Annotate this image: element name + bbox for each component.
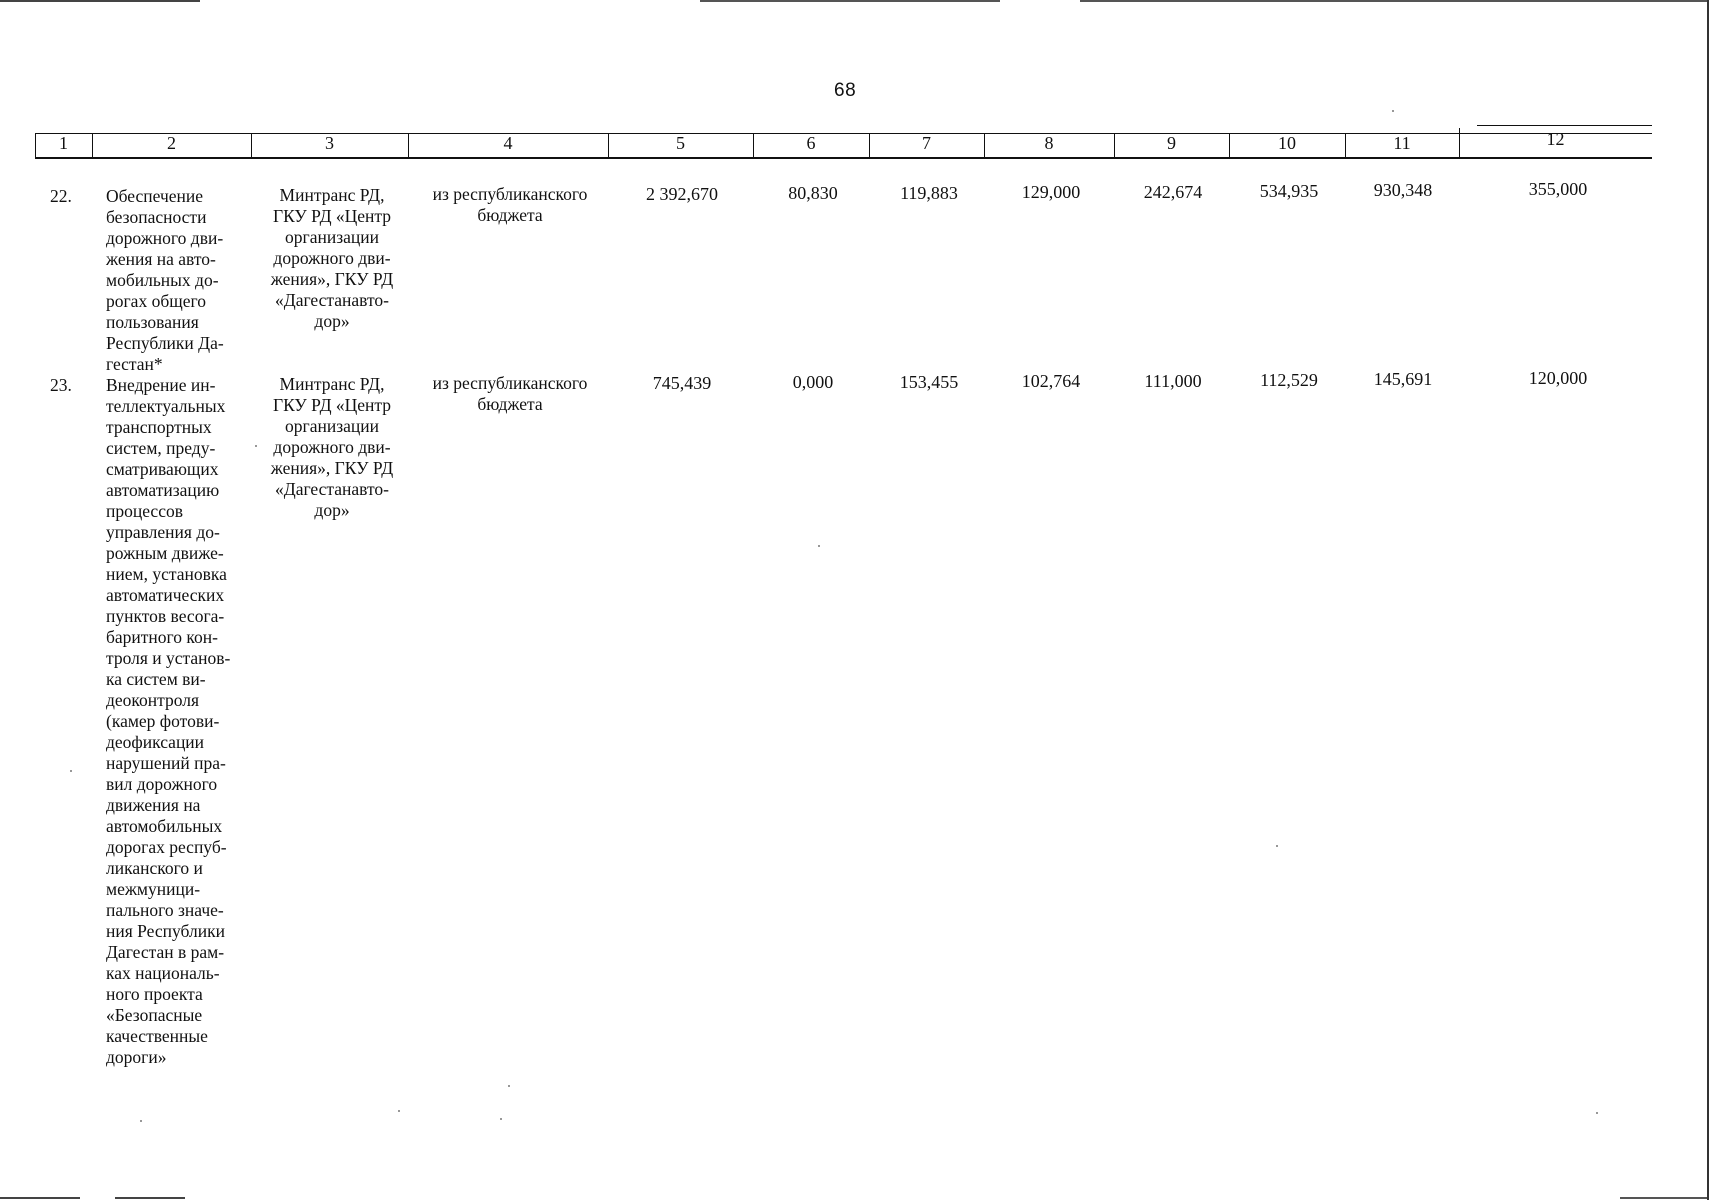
header-cell: 5 [676,133,685,153]
executor: Минтранс РД, ГКУ РД «Центр организации дорожного дви- жения», ГКУ РД «Дагестанавто- дор» [270,185,394,331]
scan-edge-top [0,0,1709,2]
header-cell: 4 [503,133,513,153]
header-cell: 7 [922,133,931,153]
header-cell: 11 [1393,133,1411,153]
value-col-7: 119,883 [900,183,958,203]
scan-speck [70,770,72,772]
header-cell: 3 [325,133,334,153]
page-number: 68 [834,80,857,101]
executor: Минтранс РД, ГКУ РД «Центр организации дорожного дви- жения», ГКУ РД «Дагестанавто- дор» [270,374,394,520]
row-number: 23. [50,375,72,395]
value-col-8: 102,764 [1021,371,1081,391]
value-col-10: 112,529 [1260,370,1318,390]
scan-speck [140,1120,142,1122]
value-col-12: 120,000 [1528,368,1588,388]
header-cell: 10 [1278,133,1296,153]
measure-name: Обеспечение безопасности дорожного дви- жения на авто- мобильных до- рогах общего пользования Республики Да- гестан* [106,186,224,374]
funding-source: из республиканского бюджета [432,184,588,225]
scan-speck [508,1085,510,1087]
scan-speck [1596,1112,1598,1114]
scan-speck [255,445,257,447]
scan-speck [500,1118,502,1120]
measure-name: Внедрение ин- теллектуальных транспортных систем, преду- сматривающих автоматизацию процессов управления до- рожным движе- нием, установка автоматических пунктов весога- баритного кон- троля и установ- ка систем ви- деоконтроля (камер фотови- деофиксации нарушений пра- вил дорожного движения на автомобильных дорогах респуб- ликанского и межмуници- пального значе- ния Республики Дагестан в рам- ках националь- ного проекта «Безопасные качественные дороги» [106,375,231,1067]
scan-edge-bottom [0,1197,1709,1199]
value-col-11: 145,691 [1373,369,1433,389]
value-col-8: 129,000 [1021,182,1081,202]
value-col-10: 534,935 [1259,181,1319,201]
value-col-9: 242,674 [1143,182,1203,202]
value-col-7: 153,455 [899,372,959,392]
scan-speck [818,545,820,547]
value-col-5: 2 392,670 [646,184,718,204]
value-col-9: 111,000 [1144,371,1202,391]
value-col-6: 80,830 [788,183,838,203]
header-cell: 12 [1546,129,1565,149]
value-col-12: 355,000 [1528,179,1588,199]
value-col-6: 0,000 [792,372,834,392]
scan-speck [1276,845,1278,847]
header-top-border-right [1477,125,1652,126]
scan-speck [1392,110,1394,112]
value-col-5: 745,439 [652,373,712,393]
header-cell: 1 [59,133,68,153]
header-cell: 9 [1167,133,1176,153]
header-bottom-border [35,157,1652,159]
value-col-11: 930,348 [1373,180,1433,200]
funding-source: из республиканского бюджета [432,373,588,414]
header-cell: 8 [1044,133,1054,153]
header-cell: 6 [806,133,816,153]
header-cell: 2 [167,133,176,153]
row-number: 22. [50,186,72,206]
scan-speck [398,1110,400,1112]
